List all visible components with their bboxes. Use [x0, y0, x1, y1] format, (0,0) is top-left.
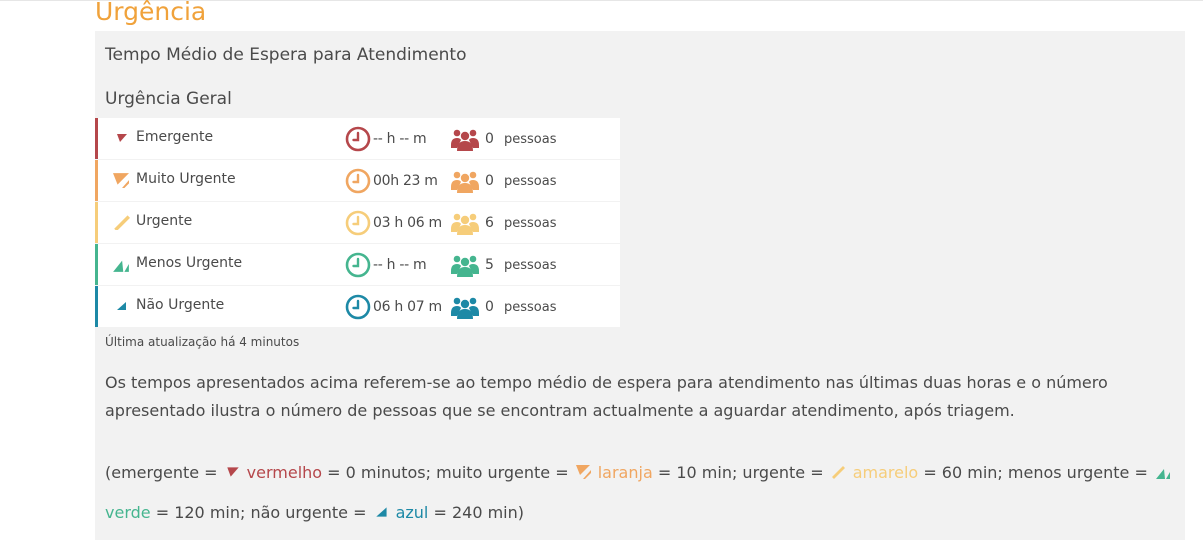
emergent-icon [115, 131, 129, 145]
urgent-icon [113, 213, 130, 230]
triage-row-emergent [95, 118, 620, 159]
legend-red-rest: = 0 minutos; muito urgente = [327, 463, 569, 482]
legend-blue-word: azul [395, 503, 429, 522]
people-icon [450, 210, 480, 236]
very-urgent-icon [576, 464, 592, 480]
triage-row-very-urgent [95, 160, 620, 201]
last-update-text: Última atualização há 4 minutos [105, 335, 300, 349]
group-title: Urgência Geral [105, 89, 232, 109]
people-count: 5 [485, 257, 494, 273]
clock-icon [345, 252, 371, 278]
less-urgent-icon [112, 255, 130, 273]
people-icon [450, 294, 480, 320]
not-urgent-icon [115, 299, 129, 313]
people-count: 0 [485, 173, 494, 189]
waiting-time: 00h 23 m [373, 173, 438, 189]
clock-icon [345, 210, 371, 236]
triage-row-not-urgent [95, 286, 620, 327]
legend-blue-rest: = 240 min) [433, 503, 524, 522]
clock-icon [345, 168, 371, 194]
less-urgent-icon [1155, 464, 1171, 480]
clock-icon [345, 126, 371, 152]
not-urgent-icon [374, 504, 390, 520]
legend-open-text: (emergente = [105, 463, 218, 482]
panel-subtitle: Tempo Médio de Espera para Atendimento [105, 45, 467, 65]
legend-yellow-rest: = 60 min; menos urgente = [923, 463, 1148, 482]
legend-green-rest: = 120 min; não urgente = [155, 503, 367, 522]
legend-orange-rest: = 10 min; urgente = [657, 463, 824, 482]
people-count: 0 [485, 131, 494, 147]
section-title: Urgência [95, 0, 207, 26]
urgent-icon [831, 464, 847, 480]
people-count: 6 [485, 215, 494, 231]
legend-green-word: verde [105, 503, 151, 522]
people-unit: pessoas [504, 132, 557, 147]
very-urgent-icon [113, 172, 129, 188]
people-icon [450, 168, 480, 194]
people-icon [450, 252, 480, 278]
triage-levels-table [95, 118, 620, 328]
description-text: Os tempos apresentados acima referem-se ao tempo médio de espera para atendimento nas últimas duas horas e o número apresentado ilustra o número de pessoas que se encontram actualmente a aguardar atendimento, após triagem. [105, 373, 1108, 420]
legend-orange-word: laranja [597, 463, 653, 482]
people-icon [450, 126, 480, 152]
people-unit: pessoas [504, 300, 557, 315]
emergent-icon [225, 464, 241, 480]
waiting-time: -- h -- m [373, 131, 427, 147]
triage-level-label: Urgente [136, 213, 193, 229]
people-unit: pessoas [504, 258, 557, 273]
triage-level-label: Emergente [136, 129, 214, 145]
triage-row-urgent [95, 202, 620, 243]
triage-level-label: Não Urgente [136, 297, 225, 313]
triage-row-less-urgent [95, 244, 620, 285]
waiting-time: 06 h 07 m [373, 299, 442, 315]
color-legend [105, 453, 1180, 533]
waiting-time-panel [95, 31, 1185, 540]
clock-icon [345, 294, 371, 320]
legend-red-word: vermelho [246, 463, 323, 482]
people-unit: pessoas [504, 216, 557, 231]
waiting-time: 03 h 06 m [373, 215, 442, 231]
triage-level-label: Muito Urgente [136, 171, 236, 187]
people-unit: pessoas [504, 174, 557, 189]
people-count: 0 [485, 299, 494, 315]
triage-level-label: Menos Urgente [136, 255, 243, 271]
waiting-time: -- h -- m [373, 257, 427, 273]
legend-yellow-word: amarelo [852, 463, 919, 482]
